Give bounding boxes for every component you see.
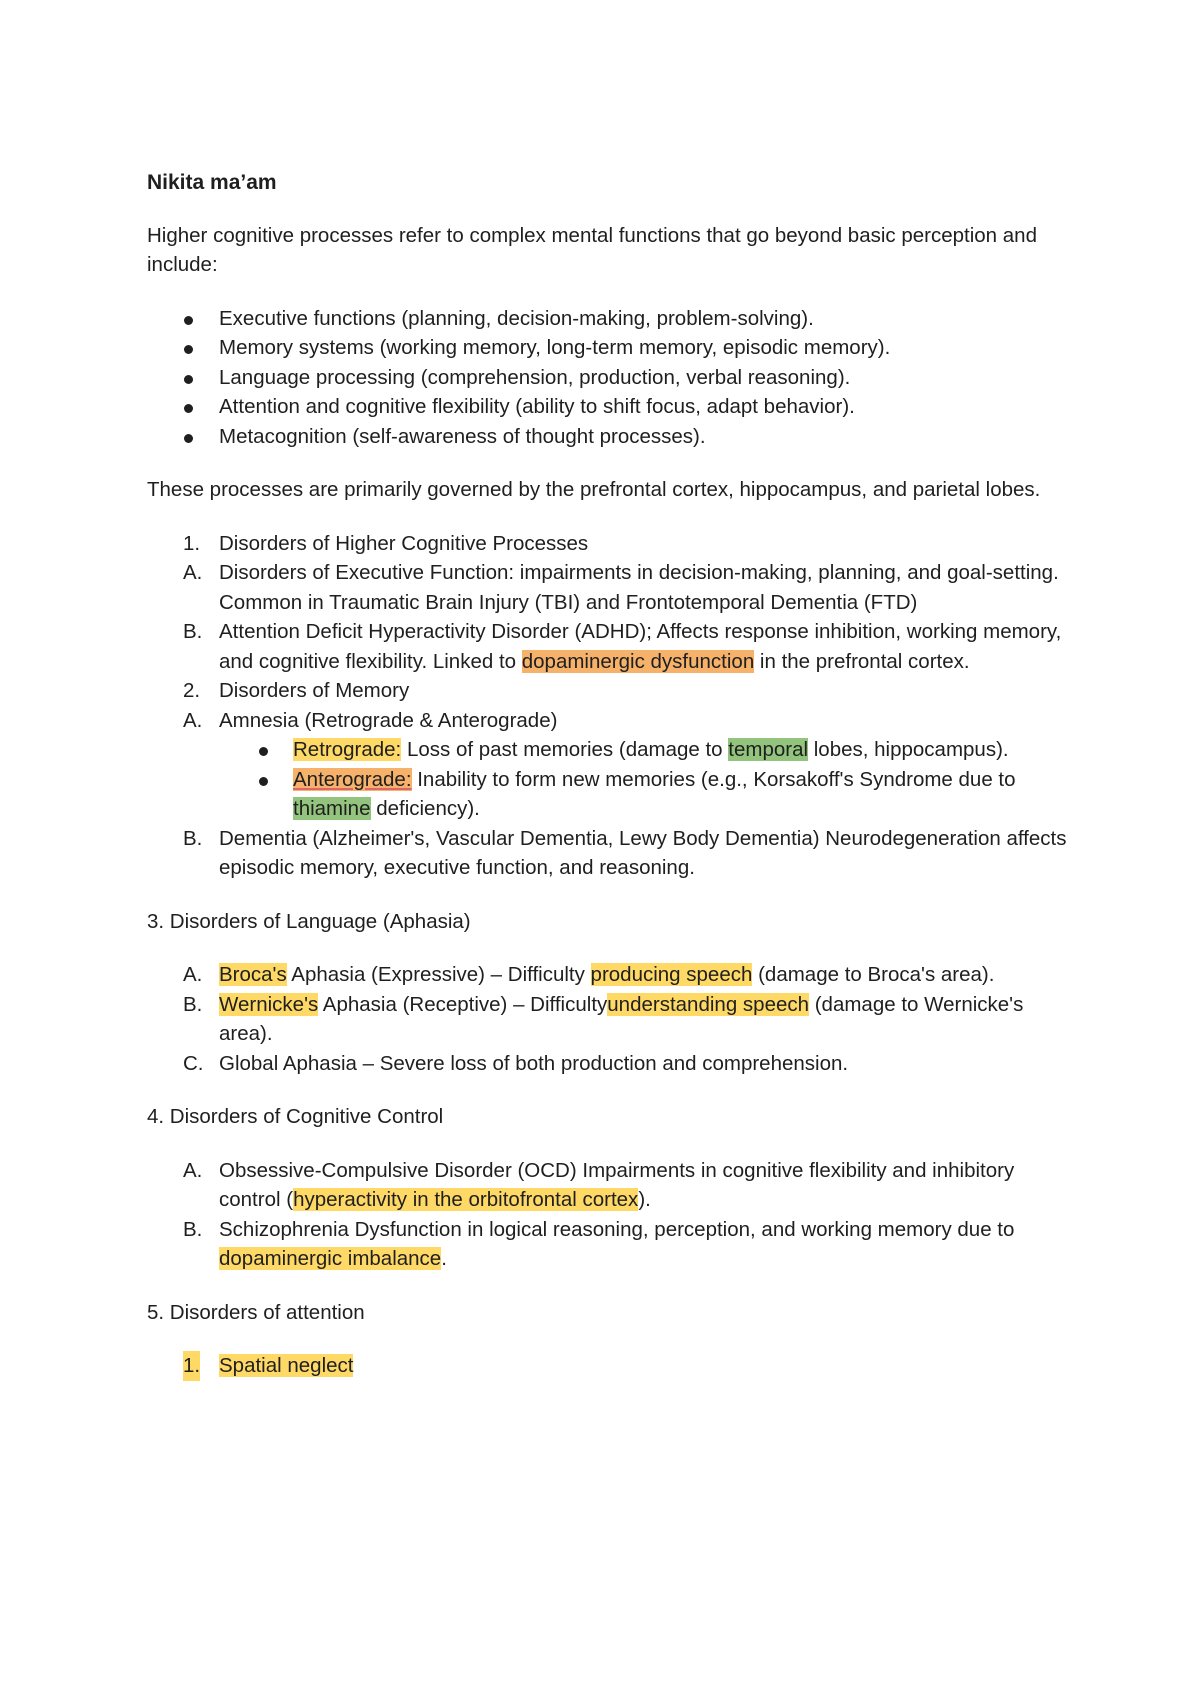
section-1 [147, 529, 1067, 883]
list-item: Attention and cognitive flexibility (ability to shift focus, adapt behavior). [147, 392, 1067, 422]
section-1-item-b: B. Attention Deficit Hyperactivity Disorder (ADHD); Affects response inhibition, working memory, and cognitive flexibility. Linked to dopaminergic dysfunction in the prefrontal cortex. [183, 620, 1062, 673]
section-1-heading: 1. Disorders of Higher Cognitive Processes [183, 531, 589, 555]
document-body [147, 168, 1067, 1381]
highlight: temporal [728, 738, 809, 761]
section-3-heading: 3. Disorders of Language (Aphasia) [147, 909, 471, 933]
bullet-icon [259, 747, 268, 756]
section-2-item-b: B. Dementia (Alzheimer's, Vascular Dementia, Lewy Body Dementia) Neurodegeneration affects episodic memory, executive function, and reasoning. [183, 826, 1067, 879]
sub-list-item: Retrograde: Loss of past memories (damage to temporal lobes, hippocampus). [147, 735, 1067, 765]
highlight: Anterograde: [293, 767, 412, 791]
highlight: understanding speech [607, 992, 810, 1016]
document-title: Nikita ma’am [147, 171, 277, 194]
summary-paragraph: These processes are primarily governed by the prefrontal cortex, hippocampus, and parietal lobes. [147, 478, 1041, 501]
highlight: thiamine [293, 797, 371, 820]
list-item: Metacognition (self-awareness of thought processes). [147, 422, 1067, 452]
section-2-item-a: A. Amnesia (Retrograde & Anterograde) [183, 708, 558, 732]
section-5-heading: 5. Disorders of attention [147, 1300, 365, 1324]
section-3-item-c: C. Global Aphasia – Severe loss of both production and comprehension. [183, 1051, 849, 1075]
bullet-icon [259, 777, 268, 786]
section-5-item-1: 1. Spatial neglect [147, 1351, 1067, 1381]
list-item: Memory systems (working memory, long-term memory, episodic memory). [147, 333, 1067, 363]
section-4-heading: 4. Disorders of Cognitive Control [147, 1105, 444, 1128]
section-2-heading: 2. Disorders of Memory [183, 679, 410, 702]
highlight: producing speech [590, 963, 753, 986]
list-item: Executive functions (planning, decision-making, problem-solving). [147, 304, 1067, 334]
section-1-item-a: A. Disorders of Executive Function: impairments in decision-making, planning, and goal-setting. Common in Traumatic Brain Injury (TBI) and Frontotemporal Dementia (FTD) [183, 561, 1059, 614]
section-5 [147, 1351, 1067, 1381]
highlight: Broca's [219, 963, 287, 986]
sub-list-item: Anterograde: Inability to form new memories (e.g., Korsakoff's Syndrome due to thiamine deficiency). [147, 765, 1067, 824]
section-3-item-a: A. Broca's Aphasia (Expressive) – Difficulty producing speech (damage to Broca's area). [183, 963, 995, 986]
bullet-icon [184, 345, 193, 354]
list-item: Language processing (comprehension, production, verbal reasoning). [147, 363, 1067, 393]
bullet-list [147, 304, 1067, 452]
intro-paragraph: Higher cognitive processes refer to complex mental functions that go beyond basic perception and include: [147, 223, 1037, 276]
bullet-icon [184, 316, 193, 325]
highlight: dopaminergic dysfunction [521, 649, 755, 673]
section-3-item-b: B. Wernicke's Aphasia (Receptive) – Difficultyunderstanding speech (damage to Wernicke's area). [183, 992, 1024, 1045]
section-4-item-a: A. Obsessive-Compulsive Disorder (OCD) Impairments in cognitive flexibility and inhibitory control (hyperactivity in the orbitofrontal cortex). [183, 1158, 1015, 1211]
highlight: Retrograde: [293, 738, 402, 761]
bullet-icon [184, 434, 193, 443]
highlight: Spatial neglect [219, 1354, 354, 1377]
section-4-item-b: B. Schizophrenia Dysfunction in logical reasoning, perception, and working memory due to dopaminergic imbalance. [183, 1217, 1015, 1270]
bullet-icon [184, 375, 193, 384]
section-4 [147, 1156, 1067, 1274]
section-3 [147, 960, 1067, 1078]
highlight: dopaminergic imbalance [219, 1247, 442, 1270]
highlight: hyperactivity in the orbitofrontal cortex [293, 1188, 639, 1211]
highlight: Wernicke's [219, 992, 319, 1016]
bullet-icon [184, 404, 193, 413]
